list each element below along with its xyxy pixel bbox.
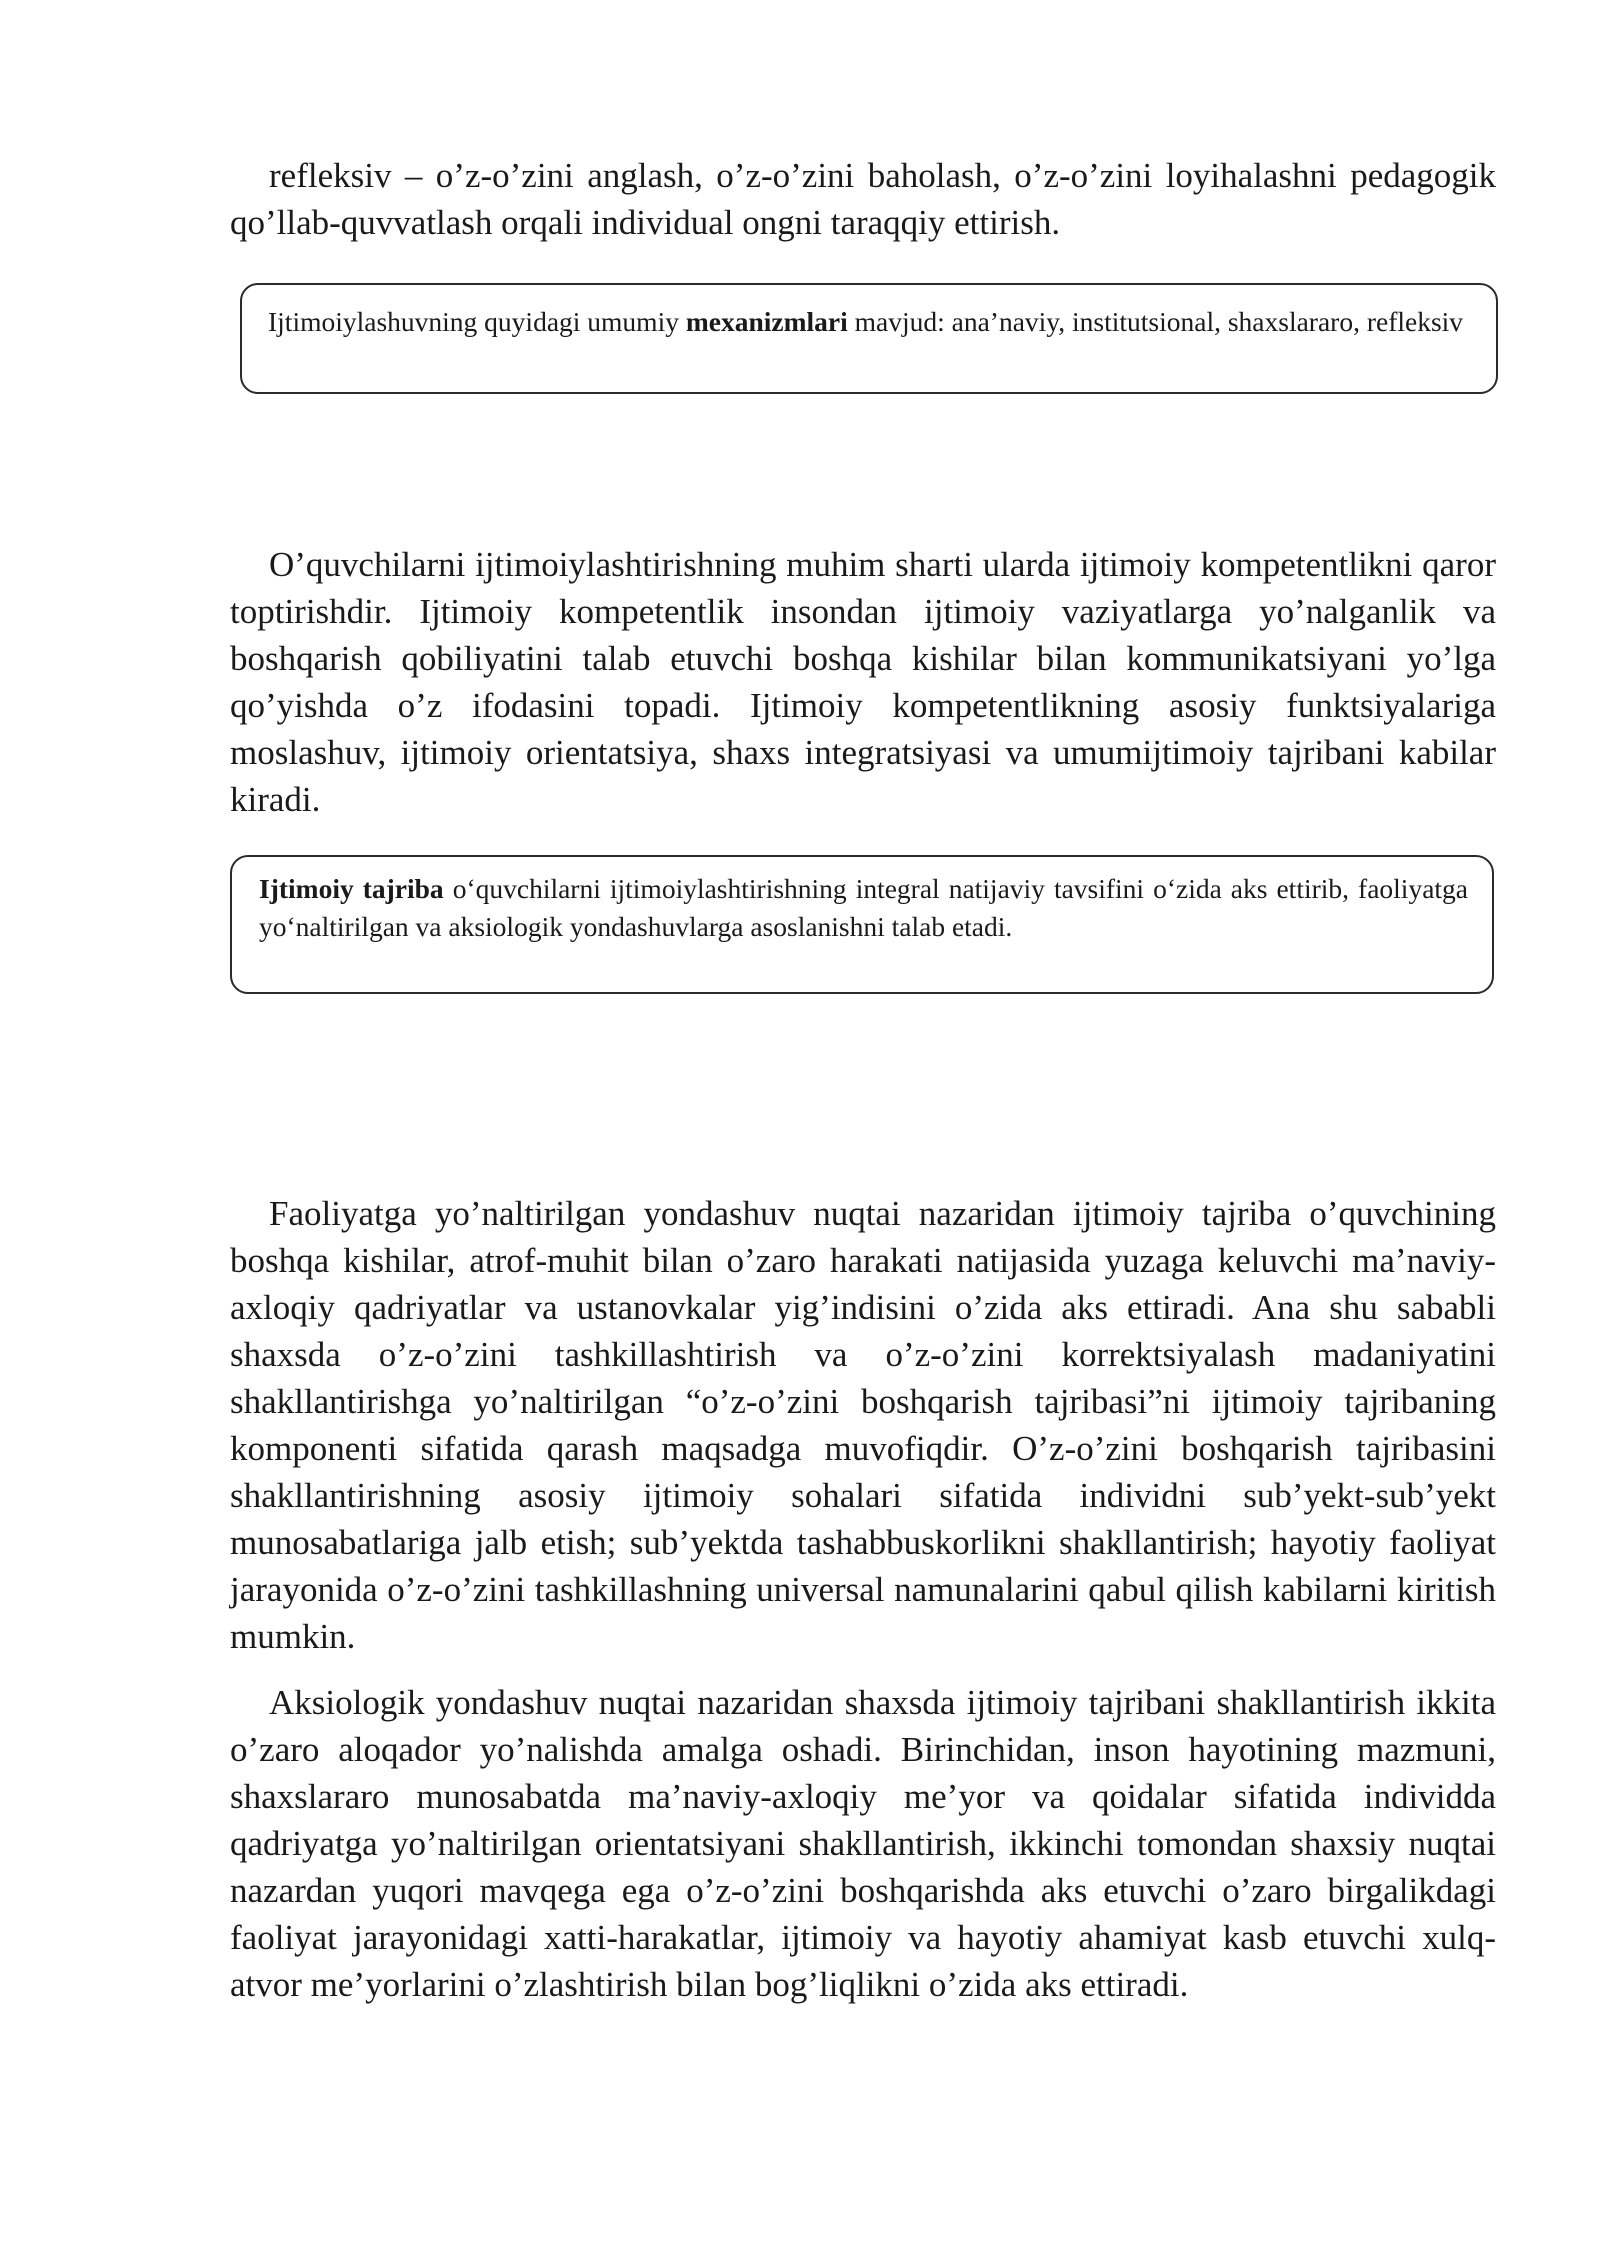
paragraph-activity-approach: Faoliyatga yo’naltirilgan yondashuv nuqtai nazaridan ijtimoiy tajriba o’quvchining boshqa kishilar, atrof-muhit bilan o’zaro harakati natijasida yuzaga keluvchi ma’naviy-axloqiy qadriyatlar va ustanovkalar yig’indisini o’zida aks ettiradi. Ana shu sababli shaxsda o’z-o’zini tashkillashtirish va o’z-o’zini korrektsiyalash madaniyatini shakllantirishga yo’naltirilgan “o’z-o’zini boshqarish tajribasi”ni ijtimoiy tajribaning komponenti sifatida qarash maqsadga muvofiqdir. O’z-o’zini boshqarish tajribasini shakllantirishning asosiy ijtimoiy sohalari sifatida individni sub’yekt-sub’yekt munosabatlariga jalb etish; sub’yektda tashabbuskorlikni shakllantirish; hayotiy faoliyat jarayonida o’z-o’zini tashkillashning universal namunalarini qabul qilish kabilarni kiritish mumkin.: [230, 1194, 1496, 1656]
paragraph-social-competence: O’quvchilarni ijtimoiylashtirishning muhim sharti ularda ijtimoiy kompetentlikni qaror toptirishdir. Ijtimoiy kompetentlik insondan ijtimoiy vaziyatlarga yo’nalganlik va boshqarish qobiliyatini talab etuvchi boshqa kishilar bilan kommunikatsiyani yo’lga qo’yishda o’z ifodasini topadi. Ijtimoiy kompetentlikning asosiy funktsiyalariga moslashuv, ijtimoiy orientatsiya, shaxs integratsiyasi va umumijtimoiy tajribani kabilar kiradi.: [230, 545, 1496, 819]
paragraph-axiological-approach: Aksiologik yondashuv nuqtai nazaridan shaxsda ijtimoiy tajribani shakllantirish ikkita o’zaro aloqador yo’nalishda amalga oshadi. Birinchidan, inson hayotining mazmuni, shaxslararo munosabatda ma’naviy-axloqiy me’yor va qoidalar sifatida individda qadriyatga yo’naltirilgan orientatsiyani shakllantirish, ikkinchi tomondan shaxsiy nuqtai nazardan yuqori mavqega ega o’z-o’zini boshqarishda aks etuvchi o’zaro birgalikdagi faoliyat jarayonidagi xatti-harakatlar, ijtimoiy va hayotiy ahamiyat kasb etuvchi xulq-atvor me’yorlarini o’zlashtirish bilan bog’liqlikni o’zida aks ettiradi.: [230, 1683, 1496, 2004]
social-experience-callout-text: Ijtimoiy tajriba o‘quvchilarni ijtimoiylashtirishning integral natijaviy tavsifini o‘zida aks ettirib, faoliyatga yo‘naltirilgan va aksiologik yondashuvlarga asoslanishni talab etadi.: [259, 873, 1468, 942]
paragraph-refleksiv: refleksiv – o’z-o’zini anglash, o’z-o’zini baholash, o’z-o’zini loyihalashni pedagogik qo’llab-quvvatlash orqali individual ongni taraqqiy ettirish.: [230, 156, 1496, 242]
social-experience-callout-box: [230, 855, 1494, 994]
mechanisms-callout-text: Ijtimoiylashuvning quyidagi umumiy mexanizmlari mavjud: ana’naviy, institutsional, shaxslararo, refleksiv: [268, 306, 1464, 337]
social-experience-bold-term: Ijtimoiy tajriba: [259, 873, 444, 904]
mechanisms-bold-term: mexanizmlari: [685, 306, 848, 337]
mechanisms-callout-box: [240, 283, 1498, 394]
